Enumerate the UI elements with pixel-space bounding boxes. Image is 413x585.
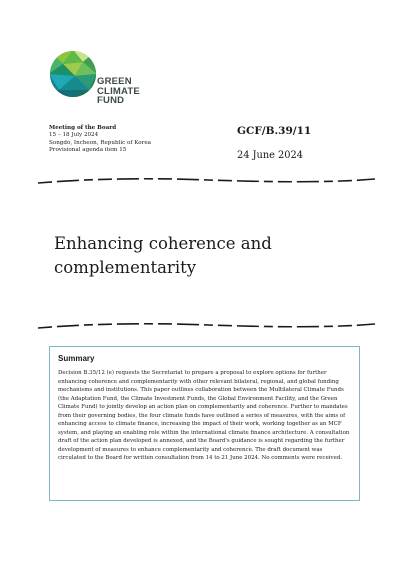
document-date: 24 June 2024 [237, 150, 303, 161]
gcf-wordmark [97, 77, 140, 106]
meeting-location: Songdo, Incheon, Republic of Korea [49, 139, 151, 146]
wave-divider-top [38, 177, 375, 185]
logo-line-2: CLIMATE [97, 85, 140, 97]
logo-line-1: GREEN [97, 76, 132, 87]
meeting-agenda: Provisional agenda item 15 [49, 147, 127, 154]
meeting-info [49, 125, 151, 155]
summary-heading: Summary [58, 354, 95, 363]
gcf-globe-icon [49, 50, 97, 98]
meeting-dates: 15 – 18 July 2024 [49, 132, 99, 139]
logo-line-3: FUND [97, 95, 125, 107]
document-title: Enhancing coherence and complementarity [54, 234, 272, 277]
meeting-label: Meeting of the Board [49, 125, 117, 131]
wave-divider-bottom [38, 322, 375, 330]
document-number: GCF/B.39/11 [237, 125, 312, 137]
summary-text: Decision B.35/12 (e) requests the Secretariat to prepare a proposal to explore options for further enhancing coherence and complementarity with other relevant bilateral, regional, and global funding mechanisms and institutions. This paper outlines collaboration between the Multilateral Climate Funds (the Adaptation Fund, the Climate Investment Funds, the Global Environment Facility, and the Green Climate Fund) to jointly develop an action plan on complementarity and coherence. Further to mandates from their governing bodies, the four climate funds have outlined a series of measures, with the aims of enhancing access to climate finance, increasing the impact of their work, working together as an MCF system, and playing an enabling role within the international climate finance architecture. A consultation draft of the action plan developed is annexed, and the Board's guidance is sought regarding the further development of measures to enhance complementarity and coherence. The draft document was circulated to the Board for written consultation from 14 to 21 June 2024. No comments were received. [58, 370, 350, 462]
summary-box [49, 346, 360, 501]
